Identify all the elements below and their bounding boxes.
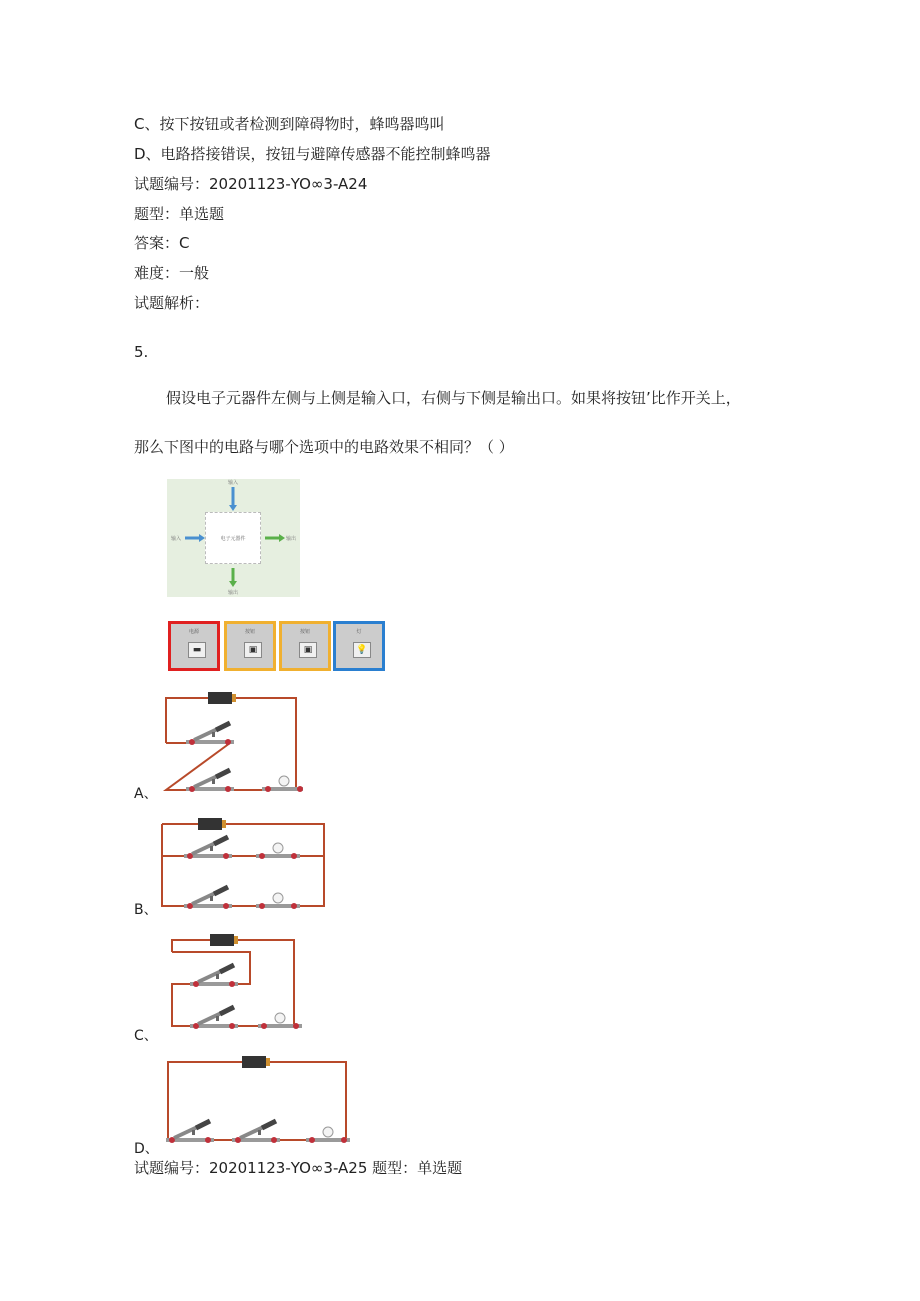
footer-question-info: 试题编号：20201123-YO∞3-A25 题型：单选题 — [134, 1159, 463, 1177]
option-d-text: D、电路搭接错误，按钮与避障传感器不能控制蜂鸣器 — [134, 145, 491, 163]
component-name: 电源 — [188, 629, 199, 635]
knife-switch-icon — [190, 1007, 238, 1029]
question-number: 5. — [134, 343, 149, 361]
knife-switch-icon — [184, 887, 232, 909]
knife-switch-icon — [166, 1121, 214, 1143]
io-bottom-label: 输出 — [228, 590, 239, 596]
option-c-text: C、按下按钮或者检测到障碍物时，蜂鸣器鸣叫 — [134, 115, 445, 133]
answer: 答案：C — [134, 234, 190, 252]
question-stem-line1: 假设电子元器件左侧与上侧是输入口，右侧与下侧是输出口。如果将按钮’比作开关上， — [166, 389, 741, 407]
component-name: 按钮 — [299, 629, 310, 635]
io-right-label: 输出 — [286, 536, 297, 542]
knife-switch-icon — [190, 965, 238, 987]
question-type: 题型：单选题 — [134, 205, 225, 223]
knife-switch-icon — [186, 770, 234, 792]
bulb-icon — [258, 1013, 302, 1029]
io-arrows — [167, 479, 300, 597]
components-figure — [165, 619, 387, 676]
component-name: 按钮 — [244, 629, 255, 635]
button-icon: ▣ — [299, 642, 317, 658]
option-c-label: C、 — [134, 1028, 158, 1044]
button-icon: ▣ — [244, 642, 262, 658]
option-d-label: D、 — [134, 1141, 159, 1157]
io-diagram-figure — [167, 479, 300, 597]
circuit-b-figure — [158, 814, 330, 914]
knife-switch-icon — [186, 723, 234, 745]
component-name: 灯 — [356, 629, 362, 635]
knife-switch-icon — [232, 1121, 280, 1143]
component-power — [168, 621, 220, 671]
bulb-icon — [256, 893, 300, 909]
component-button-1 — [224, 621, 276, 671]
battery-icon — [198, 818, 226, 830]
io-top-label: 输入 — [228, 480, 239, 486]
bulb-icon: 💡 — [353, 642, 371, 658]
circuit-a-figure — [158, 688, 303, 800]
bulb-icon — [256, 843, 300, 859]
battery-icon — [242, 1056, 270, 1068]
analysis: 试题解析： — [134, 294, 210, 312]
battery-icon — [210, 934, 238, 946]
circuit-d-figure — [158, 1052, 356, 1148]
io-center-box: 电子元器件 — [205, 512, 261, 564]
difficulty: 难度：一般 — [134, 264, 210, 282]
component-bulb — [333, 621, 385, 671]
circuit-c-figure — [162, 930, 304, 1035]
bulb-icon — [306, 1127, 350, 1143]
option-a-label: A、 — [134, 786, 158, 802]
knife-switch-icon — [184, 837, 232, 859]
battery-icon — [208, 692, 236, 704]
battery-icon: ▬ — [188, 642, 206, 658]
io-left-label: 输入 — [171, 536, 182, 542]
question-stem-line2: 那么下图中的电路与哪个选项中的电路效果不相同？（ ） — [134, 438, 514, 456]
component-button-2 — [279, 621, 331, 671]
option-b-label: B、 — [134, 902, 158, 918]
question-code: 试题编号：20201123-YO∞3-A24 — [134, 175, 368, 193]
